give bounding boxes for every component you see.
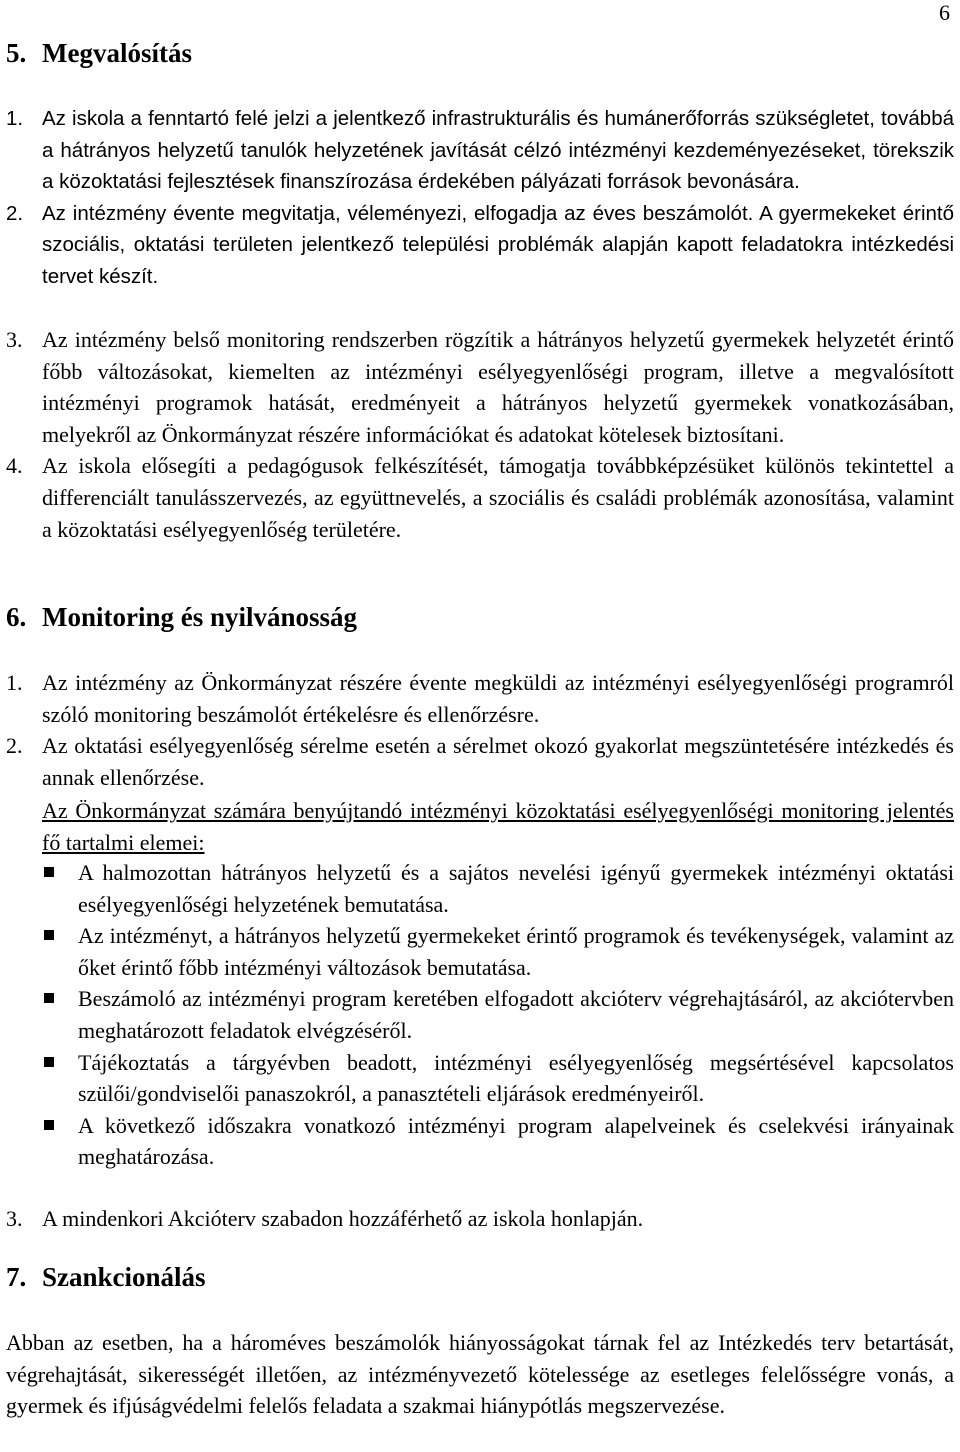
bullet-item [42, 983, 954, 1046]
item-text: Az intézmény az Önkormányzat részére évente megküldi az intézményi esélyegyenlőségi programról szóló monitoring beszámolót értékelésre és ellenőrzésre. [42, 670, 954, 727]
square-bullet-icon [42, 1110, 78, 1173]
section-6-final-item [6, 1203, 954, 1235]
section-title: Monitoring és nyilvánosság [42, 602, 358, 632]
list-item [6, 450, 954, 545]
list-item [6, 667, 954, 730]
bullet-item [42, 920, 954, 983]
list-item [6, 324, 954, 450]
item-number: 3. [6, 327, 23, 352]
bullet-item [42, 857, 954, 920]
item-number: 1. [6, 107, 24, 130]
section-6-list [6, 667, 954, 793]
bullet-item [42, 1110, 954, 1173]
section-6-heading [6, 602, 357, 633]
section-5-list-part1 [6, 103, 954, 293]
bullet-text: Az intézményt, a hátrányos helyzetű gyermekeket érintő programok és tevékenységek, valamint az őket érintő főbb intézményi változások bemutatása. [78, 923, 954, 980]
item-text: Az iskola elősegíti a pedagógusok felkészítését, támogatja továbbképzésüket különös tekintettel a differenciált tanulásszervezés, az együttnevelés, a szociális és családi problémák azonosítása, valamint a közoktatási esélyegyenlőség területére. [42, 453, 954, 542]
bullet-text: Tájékoztatás a tárgyévben beadott, intézményi esélyegyenlőség megsértésével kapcsolatos szülői/gondviselői panaszokról, a panasztételi eljárások eredményeiről. [78, 1049, 954, 1107]
sanctions-paragraph: Abban az esetben, ha a hároméves beszámolók hiányosságokat tárnak fel az Intézkedés terv betartását, végrehajtását, sikerességét illetően, az intézményvezető kötelessége az esetleges felelősségre vonás, a gyermek és ifjúságvédelmi felelős feladata a szakmai hiánypótlás megszervezése. [6, 1330, 954, 1419]
item-number: 2. [6, 733, 23, 759]
section-5-heading [6, 38, 192, 69]
item-text: Az intézmény belső monitoring rendszerben rögzítik a hátrányos helyzetű gyermekek helyzetét érintő főbb változásokat, kiemelten az intézményi esélyegyenlőségi program, illetve a megvalósított intézményi programok hatását, eredményeit a hátrányos helyzetű gyermekek vonatkozásában, melyekről az Önkormányzat részére információkat és adatokat kötelesek biztosítani. [42, 327, 954, 447]
list-item [6, 103, 954, 198]
monitoring-bullet-list [42, 857, 954, 1173]
section-7-heading [6, 1262, 206, 1293]
item-number: 3. [6, 1206, 23, 1231]
square-bullet-icon [42, 1047, 78, 1110]
item-text: A mindenkori Akcióterv szabadon hozzáférhető az iskola honlapján. [42, 1206, 644, 1231]
item-number: 1. [6, 670, 23, 695]
square-bullet-icon [42, 983, 78, 1046]
section-number: 5. [6, 38, 27, 68]
bullet-text: A következő időszakra vonatkozó intézményi program alapelveinek és cselekvési irányainak meghatározása. [78, 1112, 954, 1170]
section-title: Megvalósítás [42, 38, 192, 68]
square-bullet-icon [42, 857, 78, 920]
square-bullet-icon [42, 920, 78, 983]
bullet-text: Beszámoló az intézményi program keretében elfogadott akcióterv végrehajtásáról, az akciótervben meghatározott feladatok elvégzéséről. [78, 986, 954, 1043]
item-text: Az iskola a fenntartó felé jelzi a jelentkező infrastrukturális és humánerőforrás szükségletet, továbbá a hátrányos helyzetű tanulók helyzetének javítását célzó intézményi kezdeményezéseket, törekszik a közoktatási fejlesztések finanszírozása érdekében pályázati források bevonására. [42, 107, 954, 194]
item-text: Az intézmény évente megvitatja, véleményezi, elfogadja az éves beszámolót. A gyermekeket érintő szociális, oktatási területen jelentkező települési problémák alapján kapott feladatokra intézkedési tervet készít. [42, 201, 954, 288]
bullet-item [42, 1047, 954, 1110]
list-item [6, 1203, 954, 1235]
item-text: Az oktatási esélyegyenlőség sérelme esetén a sérelmet okozó gyakorlat megszüntetésére intézkedés és annak ellenőrzése. [42, 733, 954, 790]
section-title: Szankcionálás [42, 1262, 206, 1292]
section-5-list-part2 [6, 324, 954, 545]
item-number: 4. [6, 453, 23, 479]
page-number: 6 [939, 0, 950, 25]
list-item [6, 730, 954, 793]
item-number: 2. [6, 201, 24, 225]
bullet-text: A halmozottan hátrányos helyzetű és a sajátos nevelési igényű gyermekek intézményi oktatási esélyegyenlőségi helyzetének bemutatása. [78, 860, 954, 917]
section-number: 6. [6, 602, 27, 632]
section-number: 7. [6, 1262, 27, 1292]
list-item [6, 198, 954, 293]
monitoring-report-subheading: Az Önkormányzat számára benyújtandó intézményi közoktatási esélyegyenlőségi monitoring jelentés fő tartalmi elemei: [42, 798, 954, 855]
